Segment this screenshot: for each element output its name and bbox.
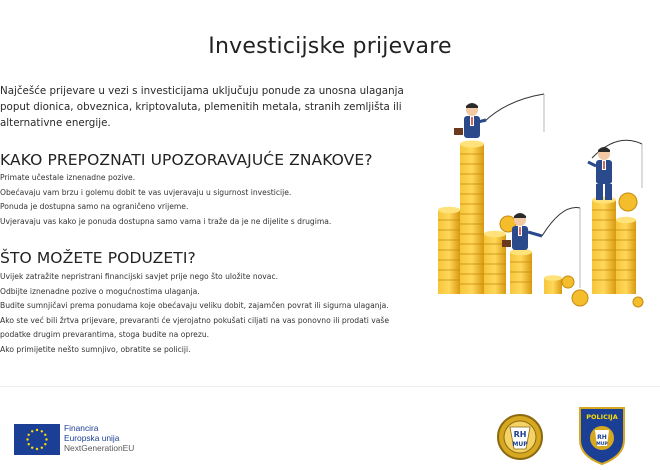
businessman-figure xyxy=(588,147,612,200)
intro-line: poput dionica, obveznica, kriptovaluta, plemenitih metala, stranih zemljišta ili xyxy=(0,101,402,113)
coin-icon xyxy=(619,193,637,211)
intro-paragraph xyxy=(0,83,410,131)
list-item: Uvjeravaju vas kako je ponuda dostupna samo vama i traže da je ne dijelite s drugima. xyxy=(0,216,332,226)
list-item: Primate učestale iznenadne pozive. xyxy=(0,173,136,182)
coin-icon xyxy=(633,297,643,307)
coin-icon xyxy=(572,290,588,306)
coin-stack xyxy=(510,249,532,294)
list-item: Obećavaju vam brzu i golemu dobit te vas uvjeravaju u sigurnost investicije. xyxy=(0,187,292,197)
coin-stack xyxy=(616,217,636,294)
badge-police-top-text: POLICIJA xyxy=(586,413,618,421)
businessmen-fishing-illustration xyxy=(432,92,658,310)
businessman-figure xyxy=(454,103,486,138)
coin-stack xyxy=(544,275,562,294)
list-item: Uvijek zatražite nepristrani financijski savjet prije nego što uložite novac. xyxy=(0,272,279,281)
list-item: Ponuda je dostupna samo na ograničeno vrijeme. xyxy=(0,202,189,211)
coin-stack xyxy=(592,197,616,295)
eu-line: Financira xyxy=(64,423,99,433)
page-title: Investicijske prijevare xyxy=(208,34,452,59)
badge-police-middle-text: RH xyxy=(597,434,607,441)
police-shield-icon xyxy=(576,404,628,466)
actions-heading: ŠTO MOŽETE PODUZETI? xyxy=(0,249,196,267)
eu-funding-label xyxy=(64,423,134,453)
footer-divider xyxy=(0,386,660,387)
coin-stack xyxy=(438,207,460,294)
eu-flag-icon xyxy=(14,424,60,455)
eu-line: Europska unija xyxy=(64,433,120,443)
list-item: podatke drugim prevarantima, stoga budite na oprezu. xyxy=(0,330,210,339)
coin-stack xyxy=(460,141,484,295)
intro-line: Najčešće prijevare u vezi s investicijama uključuju ponude za unosna ulaganja xyxy=(0,85,404,97)
list-item: Budite sumnjičavi prema ponudama koje obećavaju veliku dobit, zajamčen povrat ili sigurna ulaganja. xyxy=(0,301,389,310)
warning-signs-heading: KAKO PREPOZNATI UPOZORAVAJUĆE ZNAKOVE? xyxy=(0,151,373,169)
actions-list xyxy=(0,270,420,357)
warning-signs-list xyxy=(0,171,420,229)
eu-line: NextGenerationEU xyxy=(64,443,135,453)
list-item: Ako primijetite nešto sumnjivo, obratite se policiji. xyxy=(0,344,191,354)
rh-mup-badge-icon xyxy=(496,413,544,461)
coin-icon xyxy=(562,276,574,288)
list-item: Odbijte iznenadne pozive o mogućnostima ulaganja. xyxy=(0,286,200,296)
intro-line: alternativne energije. xyxy=(0,117,111,129)
badge-police-bottom-text: MUP xyxy=(596,442,608,447)
list-item: Ako ste već bili žrtva prijevare, prevaranti će vjerojatno pokušati ciljati na vas ponovno ili prodati vaše xyxy=(0,315,390,325)
badge-rh-top-text: RH xyxy=(513,430,527,439)
badge-rh-bottom-text: MUP xyxy=(512,441,528,448)
